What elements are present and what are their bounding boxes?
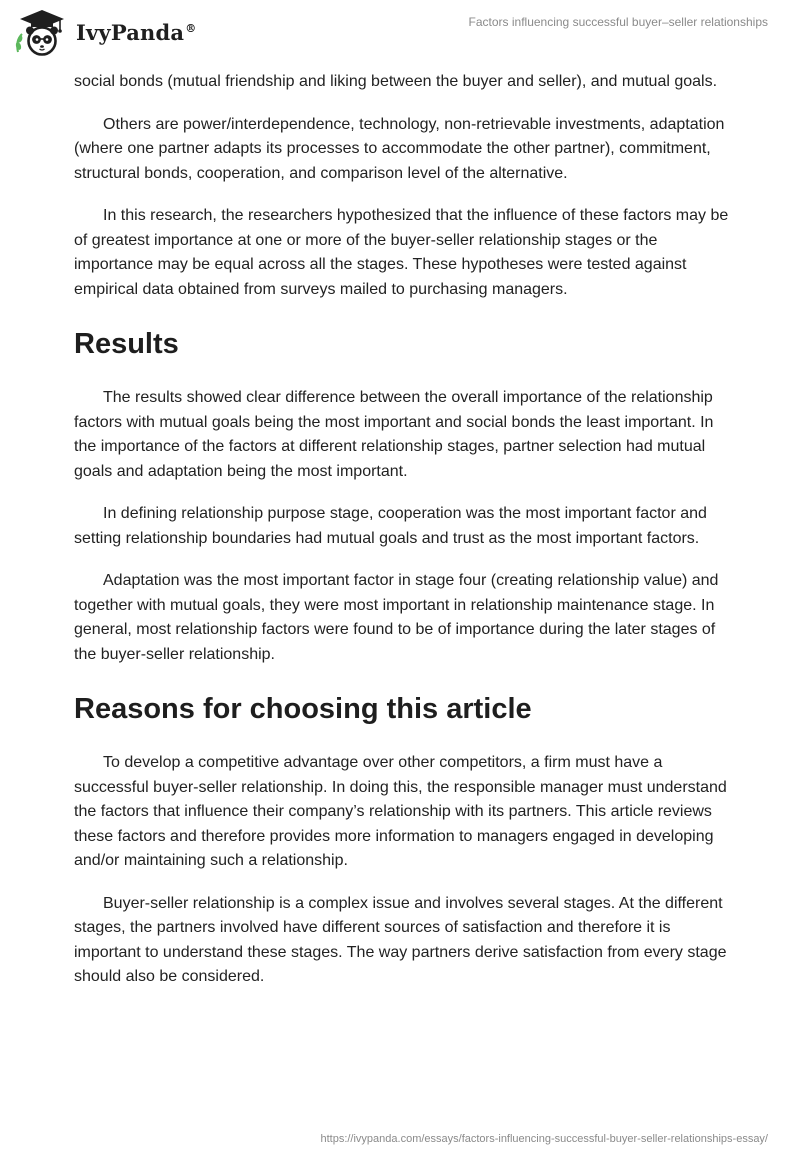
source-url[interactable]: https://ivypanda.com/essays/factors-influencing-successful-buyer-seller-relationships-essay/ [320,1133,768,1145]
article-body [74,70,734,1008]
panda-graduate-icon [14,8,70,58]
paragraph-continuation: social bonds (mutual friendship and liking between the buyer and seller), and mutual goals. [74,73,718,90]
heading-reasons: Reasons for choosing this article [74,693,532,725]
ivypanda-logo[interactable] [14,8,196,58]
paragraph: Adaptation was the most important factor in stage four (creating relationship value) and together with mutual goals, they were most important in relationship maintenance stage. In general, most relationship factors were found to be of importance during the later stages of the buyer-seller relationship. [74,572,719,663]
paragraph: Buyer-seller relationship is a complex issue and involves several stages. At the different stages, the partners involved have different sources of satisfaction and therefore it is important to understand these stages. The way partners derive satisfaction from every stage should also be considered. [74,894,727,985]
paragraph: The results showed clear difference between the overall importance of the relationship factors with mutual goals being the most important and social bonds the least important. In the importance of the factors at different relationship stages, partner selection had mutual goals and adaptation being the most important. [74,389,714,480]
document-title: Factors influencing successful buyer–seller relationships [468,15,768,29]
paragraph: In this research, the researchers hypothesized that the influence of these factors may be of greatest importance at one or more of the buyer-seller relationship stages or the importance may be equal across all the stages. These hypotheses were tested against empirical data obtained from surveys mailed to purchasing managers. [74,207,729,298]
registered-mark: ® [185,21,197,35]
paragraph: Others are power/interdependence, technology, non-retrievable investments, adaptation (where one partner adapts its processes to accommodate the other partner), commitment, structural bonds, cooperation, and comparison level of the alternative. [74,115,725,182]
paragraph: To develop a competitive advantage over other competitors, a firm must have a successful buyer-seller relationship. In doing this, the responsible manager must understand the factors that influence their company’s relationship with its partners. This article reviews these factors and therefore provides more information to managers engaged in developing and/or maintaining such a relationship. [74,754,727,869]
logo-text: IvyPanda® [76,19,197,45]
page-header [0,0,800,68]
paragraph: In defining relationship purpose stage, cooperation was the most important factor and setting relationship boundaries had mutual goals and trust as the most important factors. [74,505,707,547]
heading-results: Results [74,328,179,360]
